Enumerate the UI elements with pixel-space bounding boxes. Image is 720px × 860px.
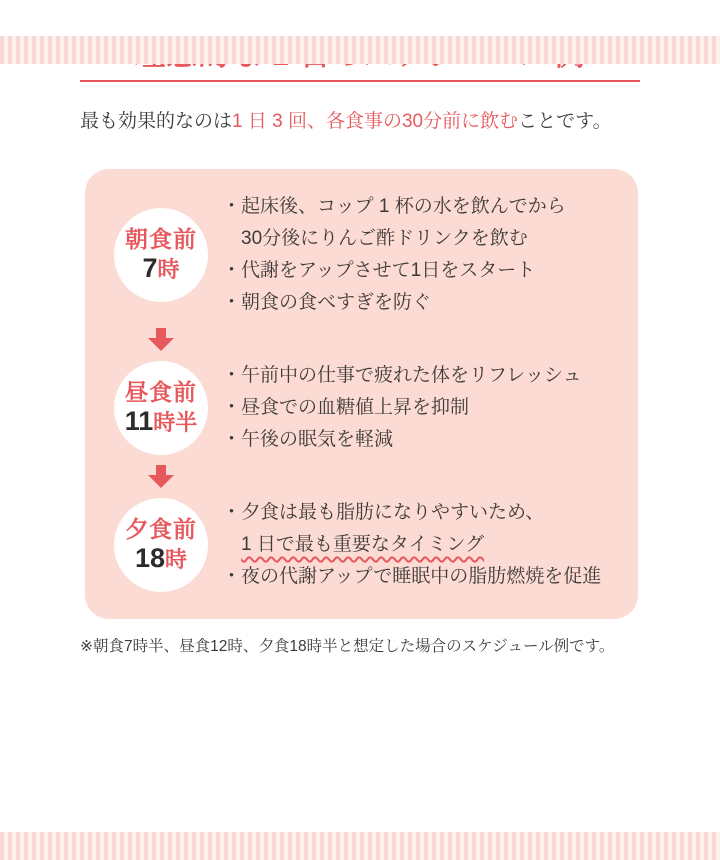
down-arrow-icon	[148, 328, 174, 351]
bullet-list	[222, 360, 582, 456]
badge-time-number: 18	[134, 542, 166, 573]
badge-time-unit: 時半	[153, 409, 198, 435]
intro-prefix: 最も効果的なのは	[80, 111, 233, 133]
schedule-box	[85, 169, 638, 619]
infographic-page	[0, 36, 720, 860]
badge-time	[135, 543, 187, 573]
badge-time	[142, 253, 179, 283]
time-badge-lunch	[114, 361, 208, 455]
badge-label: 朝食前	[125, 225, 197, 252]
list-item: ・昼食での血糖値上昇を抑制	[222, 396, 470, 418]
badge-time-number: 7	[142, 252, 158, 283]
list-item: ・夜の代謝アップで睡眠中の脂肪燃焼を促進	[222, 565, 602, 587]
badge-label: 昼食前	[125, 378, 197, 405]
bullet-list	[222, 191, 566, 319]
list-item: ・朝食の食べすぎを防ぐ	[222, 291, 432, 313]
down-arrow-icon	[148, 465, 174, 488]
list-item-emphasized	[222, 529, 601, 561]
schedule-row-breakfast	[114, 191, 638, 319]
intro-suffix: ことです。	[518, 111, 612, 133]
flow-arrow-2	[114, 465, 208, 488]
schedule-row-dinner	[114, 497, 638, 593]
bottom-stripe-border	[0, 832, 720, 860]
wavy-underlined-text: 1 日で最も重要なタイミング	[241, 533, 485, 555]
flow-arrow-1	[114, 328, 208, 351]
list-item: ・夕食は最も脂肪になりやすいため、	[222, 501, 545, 523]
bullet-list	[222, 497, 601, 593]
list-item: ・午後の眠気を軽減	[222, 428, 394, 450]
list-item: ・起床後、コップ 1 杯の水を飲んでから	[222, 195, 566, 217]
top-stripe-border	[0, 36, 720, 64]
badge-time-number: 11	[124, 405, 154, 436]
intro-sentence	[80, 110, 720, 135]
badge-label: 夕食前	[125, 515, 197, 542]
schedule-row-lunch	[114, 360, 638, 456]
intro-highlight: 1 日 3 回、各食事の30分前に飲む	[232, 111, 519, 133]
time-badge-breakfast	[114, 208, 208, 302]
list-item: 30分後にりんご酢ドリンクを飲む	[241, 227, 528, 249]
list-item: ・午前中の仕事で疲れた体をリフレッシュ	[222, 364, 582, 386]
badge-time-unit: 時	[157, 256, 180, 282]
footnote: ※朝食7時半、昼食12時、夕食18時半と想定した場合のスケジュール例です。	[80, 637, 615, 655]
list-item: ・代謝をアップさせて1日をスタート	[222, 259, 536, 281]
badge-time-unit: 時	[165, 546, 188, 572]
time-badge-dinner	[114, 498, 208, 592]
badge-time	[125, 406, 198, 436]
